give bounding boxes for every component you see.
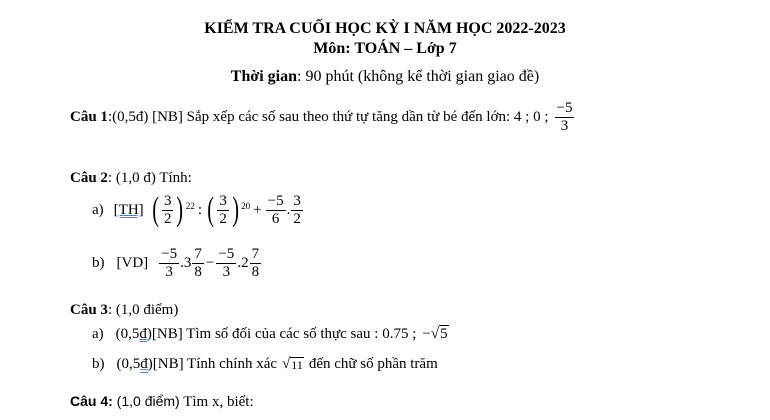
sqrt-icon: √ xyxy=(430,325,440,342)
q2a-frac-1-den: 2 xyxy=(163,210,172,227)
q2b-frac-1-num: −5 xyxy=(161,246,178,262)
q2b-frac-1-den: 3 xyxy=(165,264,173,280)
q2-part-b xyxy=(92,247,262,280)
q2a-frac-3 xyxy=(266,194,286,227)
q2a-frac-2-num: 3 xyxy=(219,192,227,209)
q3b-text-mid: )[NB] Tính chính xác xyxy=(147,356,278,372)
q2a-plus: + xyxy=(253,201,262,218)
q2-text: : (1,0 đ) Tính: xyxy=(107,170,192,186)
question-1 xyxy=(70,101,575,134)
q2a-exp-1: 22 xyxy=(185,201,195,211)
q2b-mixed-2-den: 8 xyxy=(251,264,260,280)
right-paren: ) xyxy=(232,191,239,228)
q2a-exp-2: 20 xyxy=(241,201,251,211)
q2b-mixed-1-num: 7 xyxy=(194,246,202,262)
q3a-d: đ xyxy=(139,325,147,342)
q2b-mixed-2-frac xyxy=(250,247,262,280)
q3b-text-start: (0,5 xyxy=(116,356,141,372)
q3a-radicand: 5 xyxy=(440,326,448,342)
exam-subject: Môn: TOÁN – Lớp 7 xyxy=(313,40,457,57)
q2b-mixed-1-den: 8 xyxy=(194,264,202,280)
question-2 xyxy=(70,170,192,187)
q2b-frac-2 xyxy=(216,247,236,280)
left-paren: ( xyxy=(151,191,159,228)
q3a-text-mid: )[NB] Tìm số đối của các số thực sau : 0.75 ; xyxy=(146,325,417,342)
q2a-frac-3-num: −5 xyxy=(267,192,284,209)
q3a-neg: − xyxy=(422,325,431,342)
q3a-marker: a) xyxy=(92,325,104,342)
q2b-minus: − xyxy=(205,255,215,271)
left-paren: ( xyxy=(207,191,215,228)
q4-score: (1,0 điểm) xyxy=(112,393,180,409)
q3a-text-start: (0,5 xyxy=(115,325,140,342)
exam-title: KIỂM TRA CUỐI HỌC KỲ I NĂM HỌC 2022-2023 xyxy=(204,20,566,37)
q2a-frac-4-num: 3 xyxy=(293,192,301,209)
q2-part-a xyxy=(92,193,304,227)
time-value: : 90 phút (không kể thời gian giao đề) xyxy=(297,68,540,85)
q2a-marker: a) xyxy=(92,201,104,218)
q2a-frac-2 xyxy=(217,194,229,227)
q2a-colon: : xyxy=(197,201,202,218)
q3-part-a xyxy=(92,325,449,343)
q2b-frac-2-den: 3 xyxy=(222,264,231,280)
q2b-mixed-1-frac xyxy=(192,247,204,280)
q2b-frac-2-num: −5 xyxy=(218,246,235,262)
q1-text: :(0,5đ) [NB] Sắp xếp các số sau theo thứ tự tăng dần từ bé đến lớn: 4 ; 0 ; xyxy=(107,109,549,125)
q2b-dot-1: . xyxy=(180,255,184,271)
question-4 xyxy=(70,393,254,411)
q1-label: Câu 1 xyxy=(70,109,108,125)
q2-label: Câu 2 xyxy=(70,170,108,186)
q2a-frac-1 xyxy=(162,194,174,227)
q2a-tag: [TH] xyxy=(113,201,144,218)
q3b-d: đ xyxy=(140,356,148,372)
q2b-mixed-2-int: 2 xyxy=(241,255,249,271)
q3-part-b xyxy=(92,356,438,373)
q3b-marker: b) xyxy=(92,356,105,372)
q2a-frac-2-den: 2 xyxy=(219,210,227,227)
q1-fraction xyxy=(555,101,575,134)
q2a-frac-1-num: 3 xyxy=(163,192,172,209)
q3b-radicand: 11 xyxy=(291,357,303,372)
q2b-mixed-1-int: 3 xyxy=(183,255,192,271)
exam-time xyxy=(0,68,770,86)
q2b-mixed-2-num: 7 xyxy=(251,246,260,262)
q2b-dot-2: . xyxy=(237,255,242,271)
q4-text: Tìm x, biết: xyxy=(179,394,254,410)
time-label: Thời gian xyxy=(230,68,297,85)
q1-frac-num: −5 xyxy=(556,100,573,116)
q2b-tag: [VD] xyxy=(116,255,149,271)
q2a-frac-4-den: 2 xyxy=(293,210,301,227)
q2a-frac-3-den: 6 xyxy=(271,210,280,227)
q2b-frac-1 xyxy=(159,247,179,280)
q4-label: Câu 4: xyxy=(70,393,113,409)
q2a-dot: . xyxy=(286,201,291,218)
q3-label: Câu 3 xyxy=(70,302,108,318)
sqrt-icon: √ xyxy=(282,356,291,372)
question-3 xyxy=(70,302,178,319)
q2a-frac-4 xyxy=(291,194,303,227)
right-paren: ) xyxy=(176,191,184,228)
q1-frac-den: 3 xyxy=(560,118,569,134)
q3-text: : (1,0 điểm) xyxy=(107,302,179,318)
q3b-text-end: đến chữ số phần trăm xyxy=(308,356,438,372)
q2b-marker: b) xyxy=(92,255,105,271)
